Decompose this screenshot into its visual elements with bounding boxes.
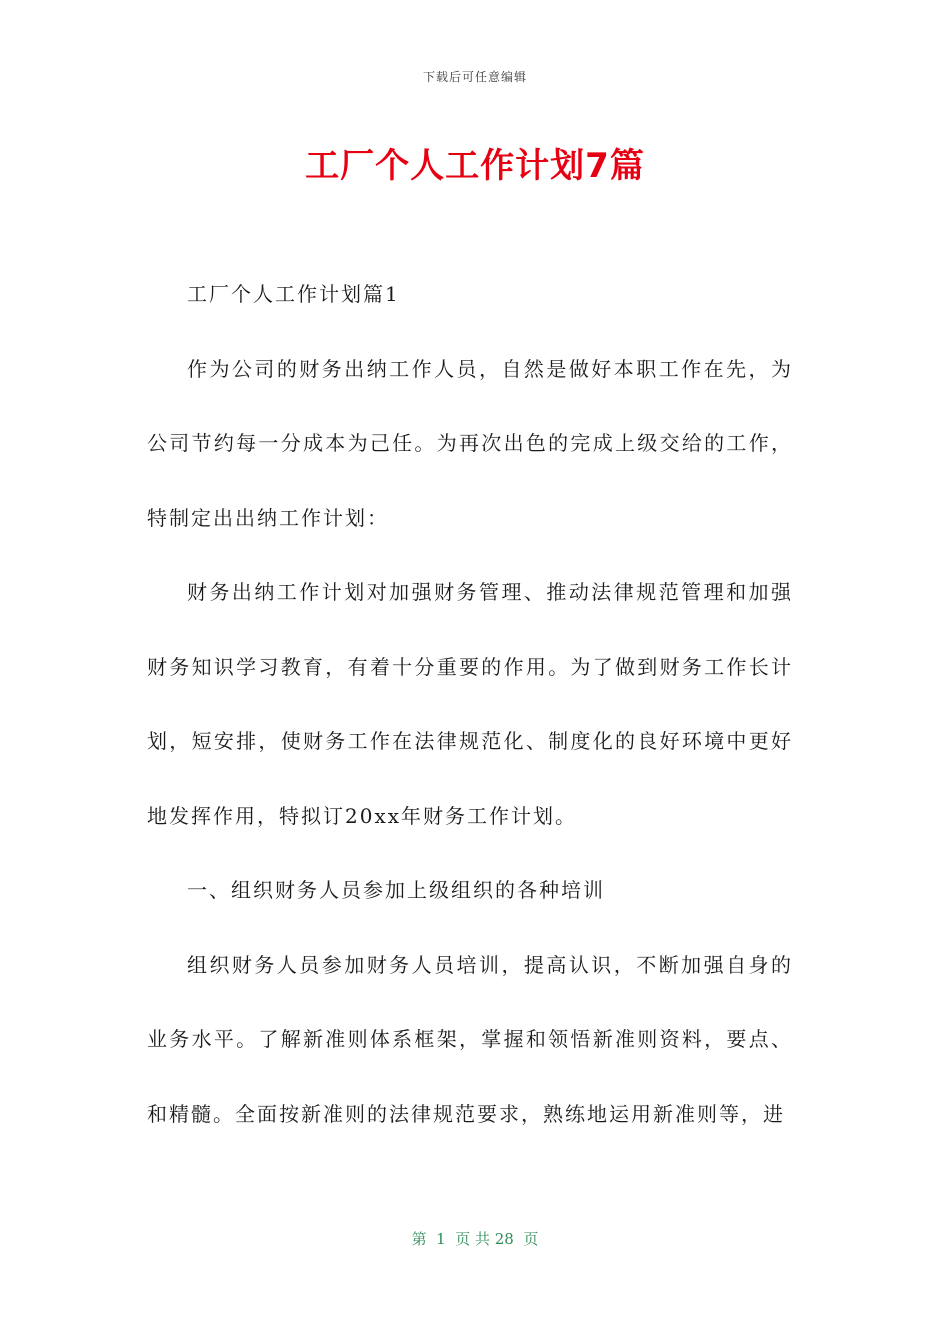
section-heading: 一、组织财务人员参加上级组织的各种培训 — [187, 878, 605, 902]
header-note: 下载后可任意编辑 — [422, 70, 527, 84]
document-title: 工厂个人工作计划7篇 — [305, 146, 645, 186]
paragraph: 组织财务人员参加财务人员培训，提高认识，不断加强自身的业务水平。了解新准则体系框架，掌握和领悟新准则资料，要点、和精髓。全面按新准则的法律规范要求，熟练地运用新准则等，进 — [147, 952, 793, 1126]
page-number-footer: 第 1 页 共 28 页 — [411, 1230, 539, 1248]
section-heading: 工厂个人工作计划篇1 — [187, 282, 400, 306]
document-body — [147, 257, 793, 1151]
paragraph: 作为公司的财务出纳工作人员，自然是做好本职工作在先，为公司节约每一分成本为己任。为再次出色的完成上级交给的工作，特制定出出纳工作计划： — [147, 356, 793, 530]
paragraph: 财务出纳工作计划对加强财务管理、推动法律规范管理和加强财务知识学习教育，有着十分重要的作用。为了做到财务工作长计划，短安排，使财务工作在法律规范化、制度化的良好环境中更好地发挥作用，特拟订20xx年财务工作计划。 — [147, 580, 793, 828]
